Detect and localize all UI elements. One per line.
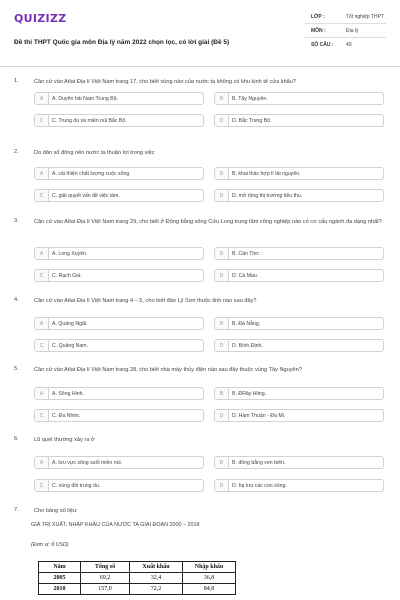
question-number: 5. xyxy=(14,366,19,372)
option-text: B. đồng bằng ven biển. xyxy=(232,460,286,466)
option-c[interactable] xyxy=(34,339,204,352)
option-text: B. ĐRây Hling. xyxy=(232,391,267,397)
meta-row-socau xyxy=(305,38,386,51)
option-a[interactable] xyxy=(34,247,204,260)
table-cell: 36,8 xyxy=(183,573,236,584)
table-cell: 32,4 xyxy=(130,573,183,584)
option-text: A. Duyên hải Nam Trung Bộ. xyxy=(52,96,119,102)
option-text: A. Quảng Ngãi. xyxy=(52,321,88,327)
option-text: D. hạ lưu các con sông. xyxy=(232,483,287,489)
option-letter: A xyxy=(35,93,49,104)
option-b[interactable] xyxy=(214,247,384,260)
meta-row-lop xyxy=(305,10,386,24)
option-c[interactable] xyxy=(34,189,204,202)
option-d[interactable] xyxy=(214,114,384,127)
option-letter: B xyxy=(215,93,229,104)
option-text: C. Quảng Nam. xyxy=(52,343,89,349)
option-letter: C xyxy=(35,410,49,421)
option-text: B. Tây Nguyên. xyxy=(232,96,268,102)
option-letter: C xyxy=(35,115,49,126)
option-letter: C xyxy=(35,340,49,351)
option-letter: B xyxy=(215,457,229,468)
meta-label: SỐ CÂU : xyxy=(311,41,334,48)
question-number: 6. xyxy=(14,436,19,442)
option-b[interactable] xyxy=(214,456,384,469)
option-letter: A xyxy=(35,388,49,399)
option-letter: C xyxy=(35,190,49,201)
option-text: A. Long Xuyên. xyxy=(52,251,88,257)
option-b[interactable] xyxy=(214,92,384,105)
option-letter: A xyxy=(35,168,49,179)
option-letter: A xyxy=(35,457,49,468)
option-text: D. Cà Mau. xyxy=(232,273,259,279)
option-letter: D xyxy=(215,410,229,421)
option-letter: C xyxy=(35,480,49,491)
option-letter: D xyxy=(215,115,229,126)
meta-label: LỚP : xyxy=(311,13,325,20)
option-d[interactable] xyxy=(214,189,384,202)
quizizz-logo[interactable]: QUIZIZZ xyxy=(14,12,67,25)
option-letter: D xyxy=(215,270,229,281)
table-row xyxy=(39,584,236,595)
table-cell: 2010 xyxy=(39,584,81,595)
option-text: C. Rạch Giá. xyxy=(52,273,82,279)
option-letter: B xyxy=(215,318,229,329)
question-number: 7. xyxy=(14,507,19,513)
option-b[interactable] xyxy=(214,387,384,400)
question-number: 2. xyxy=(14,149,19,155)
table-cell: 72,2 xyxy=(130,584,183,595)
option-text: A. cải thiện chất lượng cuộc sống. xyxy=(52,171,131,177)
table-cell: 69,2 xyxy=(81,573,130,584)
option-letter: B xyxy=(215,388,229,399)
column-header: Nhập khẩu xyxy=(183,562,236,573)
question-7 xyxy=(14,507,386,557)
option-d[interactable] xyxy=(214,479,384,492)
table-cell: 2005 xyxy=(39,573,81,584)
option-text: B. khai thác hợp lí tài nguyên. xyxy=(232,171,301,177)
option-b[interactable] xyxy=(214,167,384,180)
page-title: Đề thi THPT Quốc gia môn Địa lý năm 2022 chọn lọc, có lời giải (Đề 5) xyxy=(14,39,230,46)
question-number: 4. xyxy=(14,297,19,303)
question-text: Căn cứ vào Atlat Địa lí Việt Nam trang 17, cho biết vùng nào của nước ta không có khu kinh tế cửa khẩu? xyxy=(34,79,297,85)
option-letter: B xyxy=(215,248,229,259)
table-row xyxy=(39,573,236,584)
table-title: GIÁ TRỊ XUẤT, NHẬP KHẨU CỦA NƯỚC TA GIAI ĐOẠN 2000 – 2018 xyxy=(31,522,200,528)
question-number: 3. xyxy=(14,218,19,224)
option-letter: D xyxy=(215,480,229,491)
option-d[interactable] xyxy=(214,339,384,352)
option-letter: D xyxy=(215,340,229,351)
option-c[interactable] xyxy=(34,114,204,127)
option-a[interactable] xyxy=(34,92,204,105)
option-text: C. Đa Nhim. xyxy=(52,413,81,419)
question-number: 1. xyxy=(14,78,19,84)
option-text: D. Bình Định. xyxy=(232,343,263,349)
table-cell: 157,0 xyxy=(81,584,130,595)
table-unit: (Đơn vị: tỉ USD) xyxy=(31,542,69,548)
option-c[interactable] xyxy=(34,409,204,422)
option-text: C. vùng đồi trung du. xyxy=(52,483,101,489)
option-text: D. Bắc Trung Bộ. xyxy=(232,118,272,124)
meta-value: Tốt nghiệp THPT xyxy=(346,13,384,20)
option-d[interactable] xyxy=(214,269,384,282)
option-c[interactable] xyxy=(34,479,204,492)
question-text: Căn cứ vào Atlat Địa lí Việt Nam trang 28, cho biết nhà máy thủy điện nào sau đây thuộc vùng Tây Nguyên? xyxy=(34,367,302,373)
question-text: Căn cứ vào Atlat Địa lí Việt Nam trang 29, cho biết ở Đồng bằng sông Cửu Long trung tâm công nghiệp nào có cơ cấu ngành đa dạng nhất? xyxy=(34,219,382,225)
meta-label: MÔN : xyxy=(311,27,326,34)
option-b[interactable] xyxy=(214,317,384,330)
quiz-meta-box xyxy=(305,10,386,51)
table-header-row xyxy=(39,562,236,573)
option-a[interactable] xyxy=(34,317,204,330)
option-text: A. Sông Hinh. xyxy=(52,391,85,397)
option-d[interactable] xyxy=(214,409,384,422)
option-text: B. Đà Nẵng. xyxy=(232,321,261,327)
option-letter: B xyxy=(215,168,229,179)
option-text: C. Trung du và miền núi Bắc Bộ. xyxy=(52,118,127,124)
quiz-header xyxy=(14,10,386,66)
option-a[interactable] xyxy=(34,387,204,400)
meta-value: 40 xyxy=(346,41,352,48)
option-text: B. Cần Thơ. xyxy=(232,251,261,257)
question-text: Căn cứ vào Atlat Địa lí Việt Nam trang 4 – 5, cho biết đảo Lý Sơn thuộc tỉnh nào sau đây? xyxy=(34,298,257,304)
option-text: A. lưu vực sông suối miền núi. xyxy=(52,460,123,466)
question-text: Lũ quét thường xảy ra ở xyxy=(34,437,95,443)
option-text: D. mở rộng thị trường tiêu thụ. xyxy=(232,193,303,199)
question-text: Do dân số đông nên nước ta thuận lợi trong việc xyxy=(34,150,155,156)
header-divider xyxy=(0,66,400,67)
option-letter: D xyxy=(215,190,229,201)
option-a[interactable] xyxy=(34,456,204,469)
option-a[interactable] xyxy=(34,167,204,180)
option-letter: A xyxy=(35,318,49,329)
question-text: Cho bảng số liệu: xyxy=(34,508,78,514)
column-header: Tổng số xyxy=(81,562,130,573)
option-c[interactable] xyxy=(34,269,204,282)
table-cell: 84,8 xyxy=(183,584,236,595)
option-text: D. Hàm Thuận - Đa Mi. xyxy=(232,413,286,419)
option-letter: C xyxy=(35,270,49,281)
meta-row-mon xyxy=(305,24,386,38)
data-table xyxy=(38,561,236,595)
column-header: Năm xyxy=(39,562,81,573)
meta-value: Địa lý xyxy=(346,27,359,34)
column-header: Xuất khẩu xyxy=(130,562,183,573)
option-text: C. giải quyết vấn đề việc làm. xyxy=(52,193,120,199)
option-letter: A xyxy=(35,248,49,259)
